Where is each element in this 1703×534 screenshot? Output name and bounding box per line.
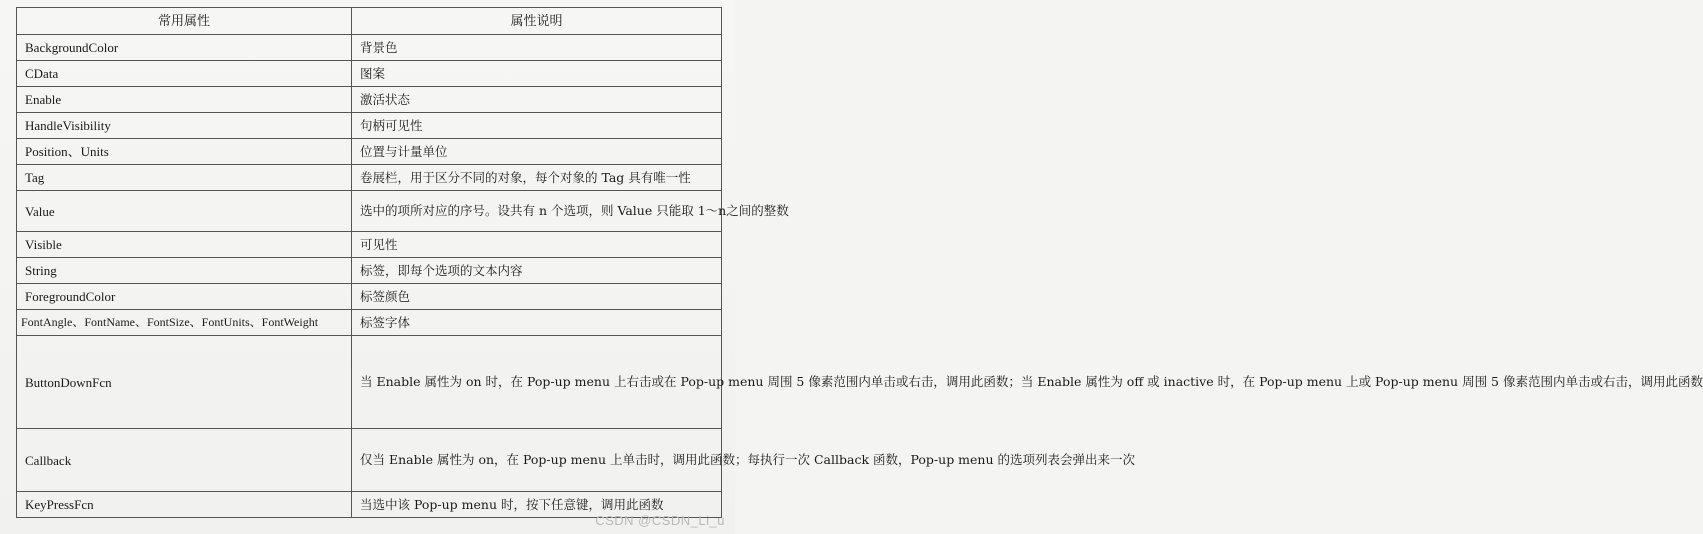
- property-description: 仅当 Enable 属性为 on，在 Pop-up menu 上单击时，调用此函数；每执行一次 Callback 函数，Pop-up menu 的选项列表会弹出来一次: [352, 429, 722, 492]
- property-name: Enable: [17, 87, 352, 113]
- table-row: [17, 232, 722, 258]
- property-description: 位置与计量单位: [352, 139, 722, 165]
- table-row: [17, 35, 722, 61]
- property-name: Position、Units: [17, 139, 352, 165]
- table-header-row: [17, 8, 722, 35]
- property-name: ForegroundColor: [17, 284, 352, 310]
- table-row: [17, 61, 722, 87]
- property-name: Tag: [17, 165, 352, 191]
- property-description: 激活状态: [352, 87, 722, 113]
- property-name: CData: [17, 61, 352, 87]
- table-row: [17, 429, 722, 492]
- table-row: [17, 336, 722, 429]
- property-description: 卷展栏，用于区分不同的对象，每个对象的 Tag 具有唯一性: [352, 165, 722, 191]
- property-description: 选中的项所对应的序号。设共有 n 个选项，则 Value 只能取 1～n之间的整数: [352, 191, 722, 232]
- watermark: CSDN @CSDN_Li_u: [595, 513, 725, 528]
- table-row: [17, 284, 722, 310]
- property-description: 标签颜色: [352, 284, 722, 310]
- property-description: 标签，即每个选项的文本内容: [352, 258, 722, 284]
- table-row: [17, 165, 722, 191]
- property-name: BackgroundColor: [17, 35, 352, 61]
- table-row: [17, 139, 722, 165]
- property-name: HandleVisibility: [17, 113, 352, 139]
- property-name: ButtonDownFcn: [17, 336, 352, 429]
- property-description: 图案: [352, 61, 722, 87]
- property-name: FontAngle、FontName、FontSize、FontUnits、FontWeight: [17, 310, 352, 336]
- table-row: [17, 113, 722, 139]
- table-row: [17, 191, 722, 232]
- property-name: String: [17, 258, 352, 284]
- table-row: [17, 87, 722, 113]
- property-name: Visible: [17, 232, 352, 258]
- property-description: 标签字体: [352, 310, 722, 336]
- table-row: [17, 310, 722, 336]
- property-name: Value: [17, 191, 352, 232]
- property-description: 当选中该 Pop-up menu 时，按下任意键，调用此函数: [352, 492, 722, 518]
- header-property: 常用属性: [17, 8, 352, 35]
- property-description: 背景色: [352, 35, 722, 61]
- header-description: 属性说明: [352, 8, 722, 35]
- property-description: 可见性: [352, 232, 722, 258]
- property-name: Callback: [17, 429, 352, 492]
- table-row: [17, 258, 722, 284]
- property-table: [16, 7, 1703, 518]
- property-description: 句柄可见性: [352, 113, 722, 139]
- property-description: 当 Enable 属性为 on 时，在 Pop-up menu 上右击或在 Pop-up menu 周围 5 像素范围内单击或右击，调用此函数；当 Enable 属性为 off 或 inactive 时，在 Pop-up menu 上或 Pop-up menu 周围 5 像素范围内单击或右击，调用此函数: [352, 336, 722, 429]
- property-name: KeyPressFcn: [17, 492, 352, 518]
